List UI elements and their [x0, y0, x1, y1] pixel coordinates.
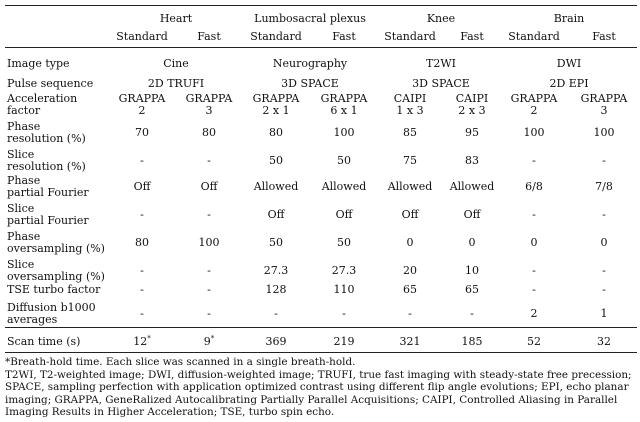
table-cell: 7/8	[595, 180, 613, 193]
table-cell: 10	[465, 264, 479, 277]
subgroup-header: Fast	[197, 30, 221, 43]
table-cell: -	[408, 307, 412, 320]
pulse-sequence-cell: 3D SPACE	[281, 77, 339, 90]
top-rule	[5, 5, 637, 6]
table-cell: GRAPPA	[510, 92, 558, 105]
table-cell: GRAPPA	[118, 92, 166, 105]
table-cell: 100	[593, 126, 615, 139]
table-cell: -	[342, 307, 346, 320]
pre-scan-rule	[5, 327, 637, 328]
table-cell: -	[140, 264, 144, 277]
table-cell: GRAPPA	[320, 92, 368, 105]
row-label: Image type	[7, 57, 70, 70]
table-cell: 2	[530, 307, 538, 320]
table-cell: Allowed	[253, 180, 299, 193]
table-cell: -	[602, 154, 606, 167]
row-label: averages	[7, 313, 58, 326]
table-cell: 110	[333, 283, 355, 296]
table-cell: 100	[523, 126, 545, 139]
header-rule	[5, 47, 637, 48]
row-label: oversampling (%)	[7, 242, 105, 255]
table-cell: GRAPPA	[185, 92, 233, 105]
table-cell: 85	[403, 126, 417, 139]
table-cell: 50	[337, 154, 351, 167]
table-cell: Allowed	[387, 180, 433, 193]
row-label: Diffusion b1000	[7, 301, 96, 314]
table-cell: -	[140, 154, 144, 167]
subgroup-header: Fast	[592, 30, 616, 43]
table-cell: 27.3	[263, 264, 289, 277]
table-cell: 3	[205, 104, 213, 117]
subgroup-header: Standard	[384, 30, 436, 43]
scan-time-cell: 369	[265, 335, 287, 348]
table-cell: Off	[335, 208, 353, 221]
scan-time-cell: 52	[527, 335, 541, 348]
table-cell: 0	[530, 236, 538, 249]
table-cell: -	[274, 307, 278, 320]
footnote-mark: *	[210, 334, 215, 343]
table-cell: -	[207, 154, 211, 167]
table-cell: -	[207, 208, 211, 221]
footnote-abbreviations: T2WI, T2-weighted image; DWI, diffusion-weighted image; TRUFI, true fast imaging with steady-state free precession; SPACE, sampling perfection with application optimized contrast using different flip angle evolutions; EPI, echo planar imaging; GRAPPA, GeneRalized Autocalibrating Partially Parallel Acquisitions; CAIPI, Controlled Aliasing in Parallel Imaging Results in Higher Acceleration; TSE, turbo spin echo.	[5, 368, 632, 419]
table-cell: 50	[269, 154, 283, 167]
table-cell: 65	[465, 283, 479, 296]
table-cell: 2 x 3	[458, 104, 486, 117]
scan-time-cell: 12*	[133, 334, 151, 348]
scan-time-cell: 219	[333, 335, 355, 348]
footnote-breath-hold: *Breath-hold time. Each slice was scanned in a single breath-hold.	[5, 356, 356, 368]
table-cell: 80	[202, 126, 216, 139]
row-label: Slice	[7, 258, 35, 271]
table-cell: 2 x 1	[262, 104, 290, 117]
subgroup-header: Fast	[460, 30, 484, 43]
table-cell: 1	[600, 307, 608, 320]
row-label: Phase	[7, 174, 41, 187]
table-cell: 0	[468, 236, 476, 249]
table-cell: CAIPI	[393, 92, 427, 105]
row-label: Scan time (s)	[7, 335, 81, 348]
row-label: Phase	[7, 230, 41, 243]
row-label: TSE turbo factor	[7, 283, 101, 296]
subgroup-header: Standard	[116, 30, 168, 43]
group-header: Brain	[553, 12, 585, 25]
pulse-sequence-cell: 2D EPI	[549, 77, 589, 90]
row-label: Phase	[7, 120, 41, 133]
table-cell: Off	[133, 180, 151, 193]
subgroup-header: Standard	[508, 30, 560, 43]
table-cell: 100	[198, 236, 220, 249]
row-label: Pulse sequence	[7, 77, 94, 90]
table-cell: -	[532, 154, 536, 167]
table-cell: 27.3	[331, 264, 357, 277]
table-cell: 128	[265, 283, 287, 296]
table-cell: Off	[200, 180, 218, 193]
table-cell: 100	[333, 126, 355, 139]
row-label: Slice	[7, 148, 35, 161]
table-cell: Off	[401, 208, 419, 221]
table-cell: -	[602, 264, 606, 277]
subgroup-header: Fast	[332, 30, 356, 43]
pulse-sequence-cell: 3D SPACE	[412, 77, 470, 90]
row-label: Slice	[7, 202, 35, 215]
table-cell: Allowed	[449, 180, 495, 193]
table-cell: CAIPI	[455, 92, 489, 105]
table-cell: GRAPPA	[580, 92, 628, 105]
row-label: partial Fourier	[7, 186, 89, 199]
pulse-sequence-cell: 2D TRUFI	[147, 77, 205, 90]
table-cell: 75	[403, 154, 417, 167]
table-cell: 95	[465, 126, 479, 139]
table-cell: 2	[530, 104, 538, 117]
group-header: Heart	[159, 12, 193, 25]
row-label: partial Fourier	[7, 214, 89, 227]
row-label: resolution (%)	[7, 132, 86, 145]
table-cell: 6 x 1	[330, 104, 358, 117]
table-cell: 6/8	[525, 180, 543, 193]
image-type-cell: Neurography	[272, 57, 348, 70]
row-label: resolution (%)	[7, 160, 86, 173]
footnote-mark: *	[147, 334, 151, 343]
table-cell: 20	[403, 264, 417, 277]
table-cell: -	[207, 264, 211, 277]
row-label: Acceleration	[7, 92, 78, 105]
table-cell: 0	[406, 236, 414, 249]
table-cell: 2	[138, 104, 146, 117]
table-cell: 0	[600, 236, 608, 249]
table-cell: -	[602, 283, 606, 296]
scan-time-cell: 185	[461, 335, 483, 348]
table-cell: -	[207, 283, 211, 296]
table-cell: Off	[267, 208, 285, 221]
scan-time-cell: 321	[399, 335, 421, 348]
group-header: Knee	[426, 12, 456, 25]
table-cell: 65	[403, 283, 417, 296]
table-cell: 3	[600, 104, 608, 117]
table-cell: -	[532, 208, 536, 221]
table-cell: GRAPPA	[252, 92, 300, 105]
table-cell: 70	[135, 126, 149, 139]
scan-time-cell: 32	[597, 335, 611, 348]
table-cell: 80	[135, 236, 149, 249]
table-cell: -	[532, 283, 536, 296]
subgroup-header: Standard	[250, 30, 302, 43]
row-label: oversampling (%)	[7, 270, 105, 283]
row-label: factor	[7, 104, 41, 117]
table-cell: 50	[269, 236, 283, 249]
table-cell: -	[207, 307, 211, 320]
table-cell: 80	[269, 126, 283, 139]
table-cell: 50	[337, 236, 351, 249]
bottom-rule	[5, 352, 637, 353]
table-cell: -	[140, 208, 144, 221]
table-cell: 1 x 3	[396, 104, 424, 117]
table-cell: -	[140, 307, 144, 320]
table-footnotes	[5, 356, 637, 419]
image-type-cell: Cine	[163, 57, 189, 70]
table-cell: 83	[465, 154, 479, 167]
table-cell: -	[532, 264, 536, 277]
table-cell: -	[602, 208, 606, 221]
scan-time-cell: 9*	[203, 334, 215, 348]
image-type-cell: DWI	[556, 57, 582, 70]
table-cell: -	[140, 283, 144, 296]
group-header: Lumbosacral plexus	[254, 12, 366, 25]
table-cell: Off	[463, 208, 481, 221]
table-cell: -	[470, 307, 474, 320]
image-type-cell: T2WI	[426, 57, 456, 70]
table-cell: Allowed	[321, 180, 367, 193]
